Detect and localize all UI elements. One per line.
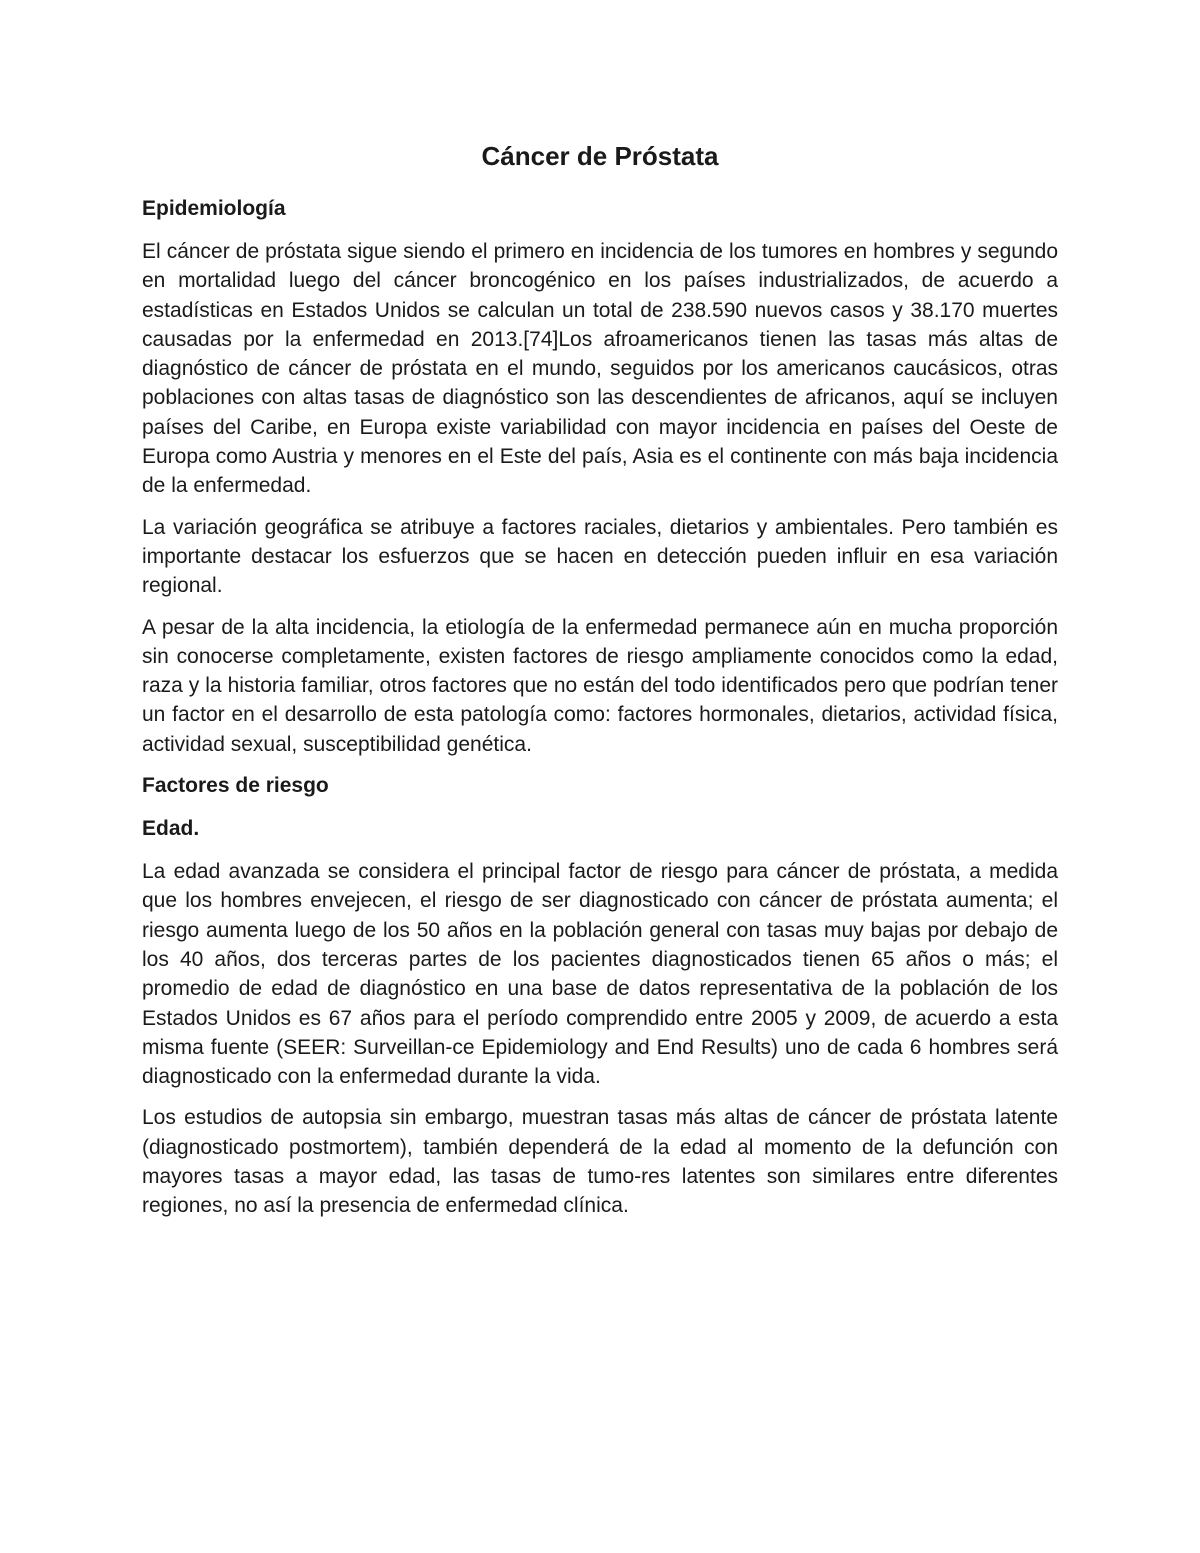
document-page	[142, 138, 1058, 1233]
paragraph: La variación geográfica se atribuye a factores raciales, dietarios y ambientales. Pero también es importante destacar los esfuerzos que se hacen en detección pueden influir en esa variación regional.	[142, 515, 1058, 598]
paragraph: Los estudios de autopsia sin embargo, muestran tasas más altas de cáncer de próstata latente (diagnosticado postmortem), también dependerá de la edad al momento de la defunción con mayores tasas a mayor edad, las tasas de tumo-res latentes son similares entre diferentes regiones, no así la presencia de enfermedad clínica.	[142, 1106, 1058, 1218]
paragraph: A pesar de la alta incidencia, la etiología de la enfermedad permanece aún en mucha proporción sin conocerse completamente, existen factores de riesgo ampliamente conocidos como la edad, raza y la historia familiar, otros factores que no están del todo identificados pero que podrían tener un factor en el desarrollo de esta patología como: factores hormonales, dietarios, actividad física, actividad sexual, susceptibilidad genética.	[142, 615, 1058, 756]
section-heading-factores-de-riesgo: Factores de riesgo	[142, 774, 329, 798]
section-heading-epidemiologia: Epidemiología	[142, 197, 286, 220]
paragraph: El cáncer de próstata sigue siendo el primero en incidencia de los tumores en hombres y segundo en mortalidad luego del cáncer broncogénico en los países industrializados, de acuerdo a estadísticas en Estados Unidos se calculan un total de 238.590 nuevos casos y 38.170 muertes causadas por la enfermedad en 2013.[74]Los afroamericanos tienen las tasas más altas de diagnóstico de cáncer de próstata en el mundo, seguidos por los americanos caucásicos, otras poblaciones con altas tasas de diagnóstico son las descendientes de africanos, aquí se incluyen países del Caribe, en Europa existe variabilidad con mayor incidencia en países del Oeste de Europa como Austria y menores en el Este del país, Asia es el continente con más baja incidencia de la enfermedad.	[142, 240, 1058, 498]
document-title: Cáncer de Próstata	[481, 141, 719, 171]
subsection-heading-edad: Edad.	[142, 817, 200, 841]
paragraph: La edad avanzada se considera el principal factor de riesgo para cáncer de próstata, a medida que los hombres envejecen, el riesgo de ser diagnosticado con cáncer de próstata aumenta; el riesgo aumenta luego de los 50 años en la población general con tasas muy bajas por debajo de los 40 años, dos terceras partes de los pacientes diagnosticados tienen 65 años o más; el promedio de edad de diagnóstico en una base de datos representativa de la población de los Estados Unidos es 67 años para el período comprendido entre 2005 y 2009, de acuerdo a esta misma fuente (SEER: Surveillan-ce Epidemiology and End Results) uno de cada 6 hombres será diagnosticado con la enfermedad durante la vida.	[142, 860, 1058, 1089]
